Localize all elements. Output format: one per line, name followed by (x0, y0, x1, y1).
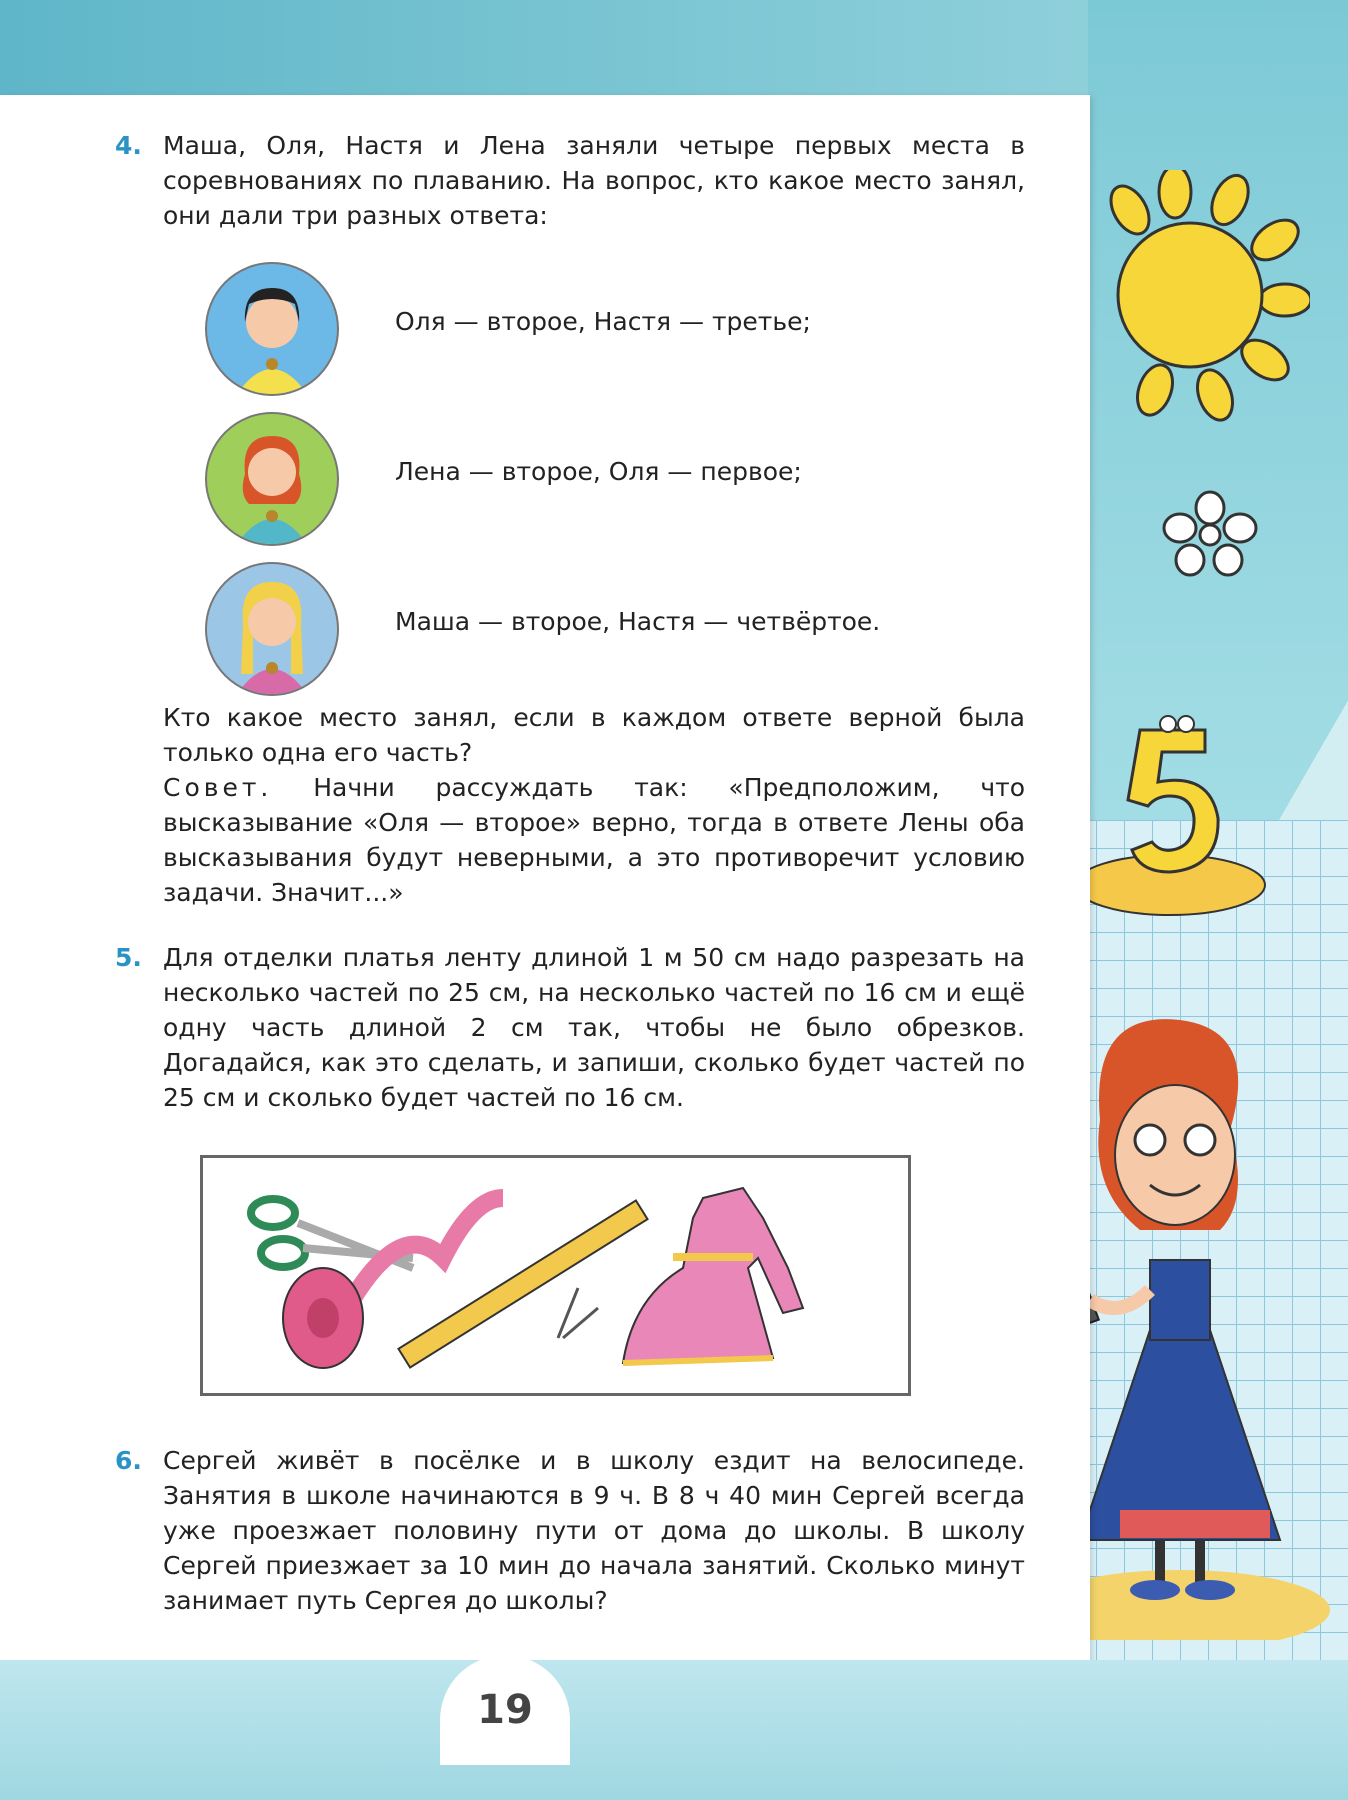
task-5 (115, 940, 1025, 1115)
sewing-illustration-box (200, 1155, 911, 1396)
sun-illustration (1080, 170, 1310, 430)
number-five-character (1070, 700, 1270, 920)
task-text: Маша, Оля, Настя и Лена заняли четыре первых места в соревнованиях по плаванию. На вопрос, кто какое место занял, они дали три разных ответа: (163, 131, 1025, 230)
ribbon-roll-icon (283, 1198, 503, 1368)
answer-row-1 (205, 262, 965, 402)
avatar-girl-2 (205, 412, 339, 546)
page-number: 19 (440, 1655, 570, 1765)
avatar-girl-3 (205, 562, 339, 696)
flower-illustration (1160, 490, 1260, 580)
task-4-question (163, 700, 1025, 910)
avatar-girl-1 (205, 262, 339, 396)
hint-label: Совет. (163, 773, 273, 802)
answer-row-2 (205, 412, 965, 552)
question-text: Кто какое место занял, если в каждом ответе верной была только одна его часть? (163, 703, 1025, 767)
answer-text: Маша — второе, Настя — четвёртое. (395, 607, 881, 636)
task-text: Для отделки платья ленту длиной 1 м 50 см надо разрезать на несколько частей по 25 см, на несколько частей по 16 см и ещё одну часть длиной 2 см так, чтобы не было обрезков. Догадайся, как это сделать, и запиши, сколько будет частей по 25 см и сколько будет частей по 16 см. (163, 943, 1025, 1112)
dress-icon (623, 1188, 803, 1363)
footer-band (0, 1660, 1348, 1800)
task-number: 6. (115, 1446, 142, 1475)
ruler-icon (398, 1200, 647, 1367)
answer-row-3 (205, 562, 965, 702)
task-text: Сергей живёт в посёлке и в школу ездит на велосипеде. Занятия в школе начинаются в 9 ч. В 8 ч 40 мин Сергей всегда уже проезжает половину пути от дома до школы. В школу Сергей приезжает за 10 мин до начала занятий. Сколько минут занимает путь Сергея до школы? (163, 1446, 1025, 1615)
task-number: 5. (115, 943, 142, 972)
task-6 (115, 1443, 1025, 1618)
task-number: 4. (115, 131, 142, 160)
hint-text: Начни рассуждать так: «Предположим, что высказывание «Оля — второе» верно, тогда в ответе Лены оба высказывания будут неверными, а это противоречит условию задачи. Значит...» (163, 773, 1025, 907)
answer-text: Оля — второе, Настя — третье; (395, 307, 811, 336)
pins-icon (558, 1288, 598, 1338)
answer-text: Лена — второе, Оля — первое; (395, 457, 802, 486)
task-4 (115, 128, 1025, 233)
